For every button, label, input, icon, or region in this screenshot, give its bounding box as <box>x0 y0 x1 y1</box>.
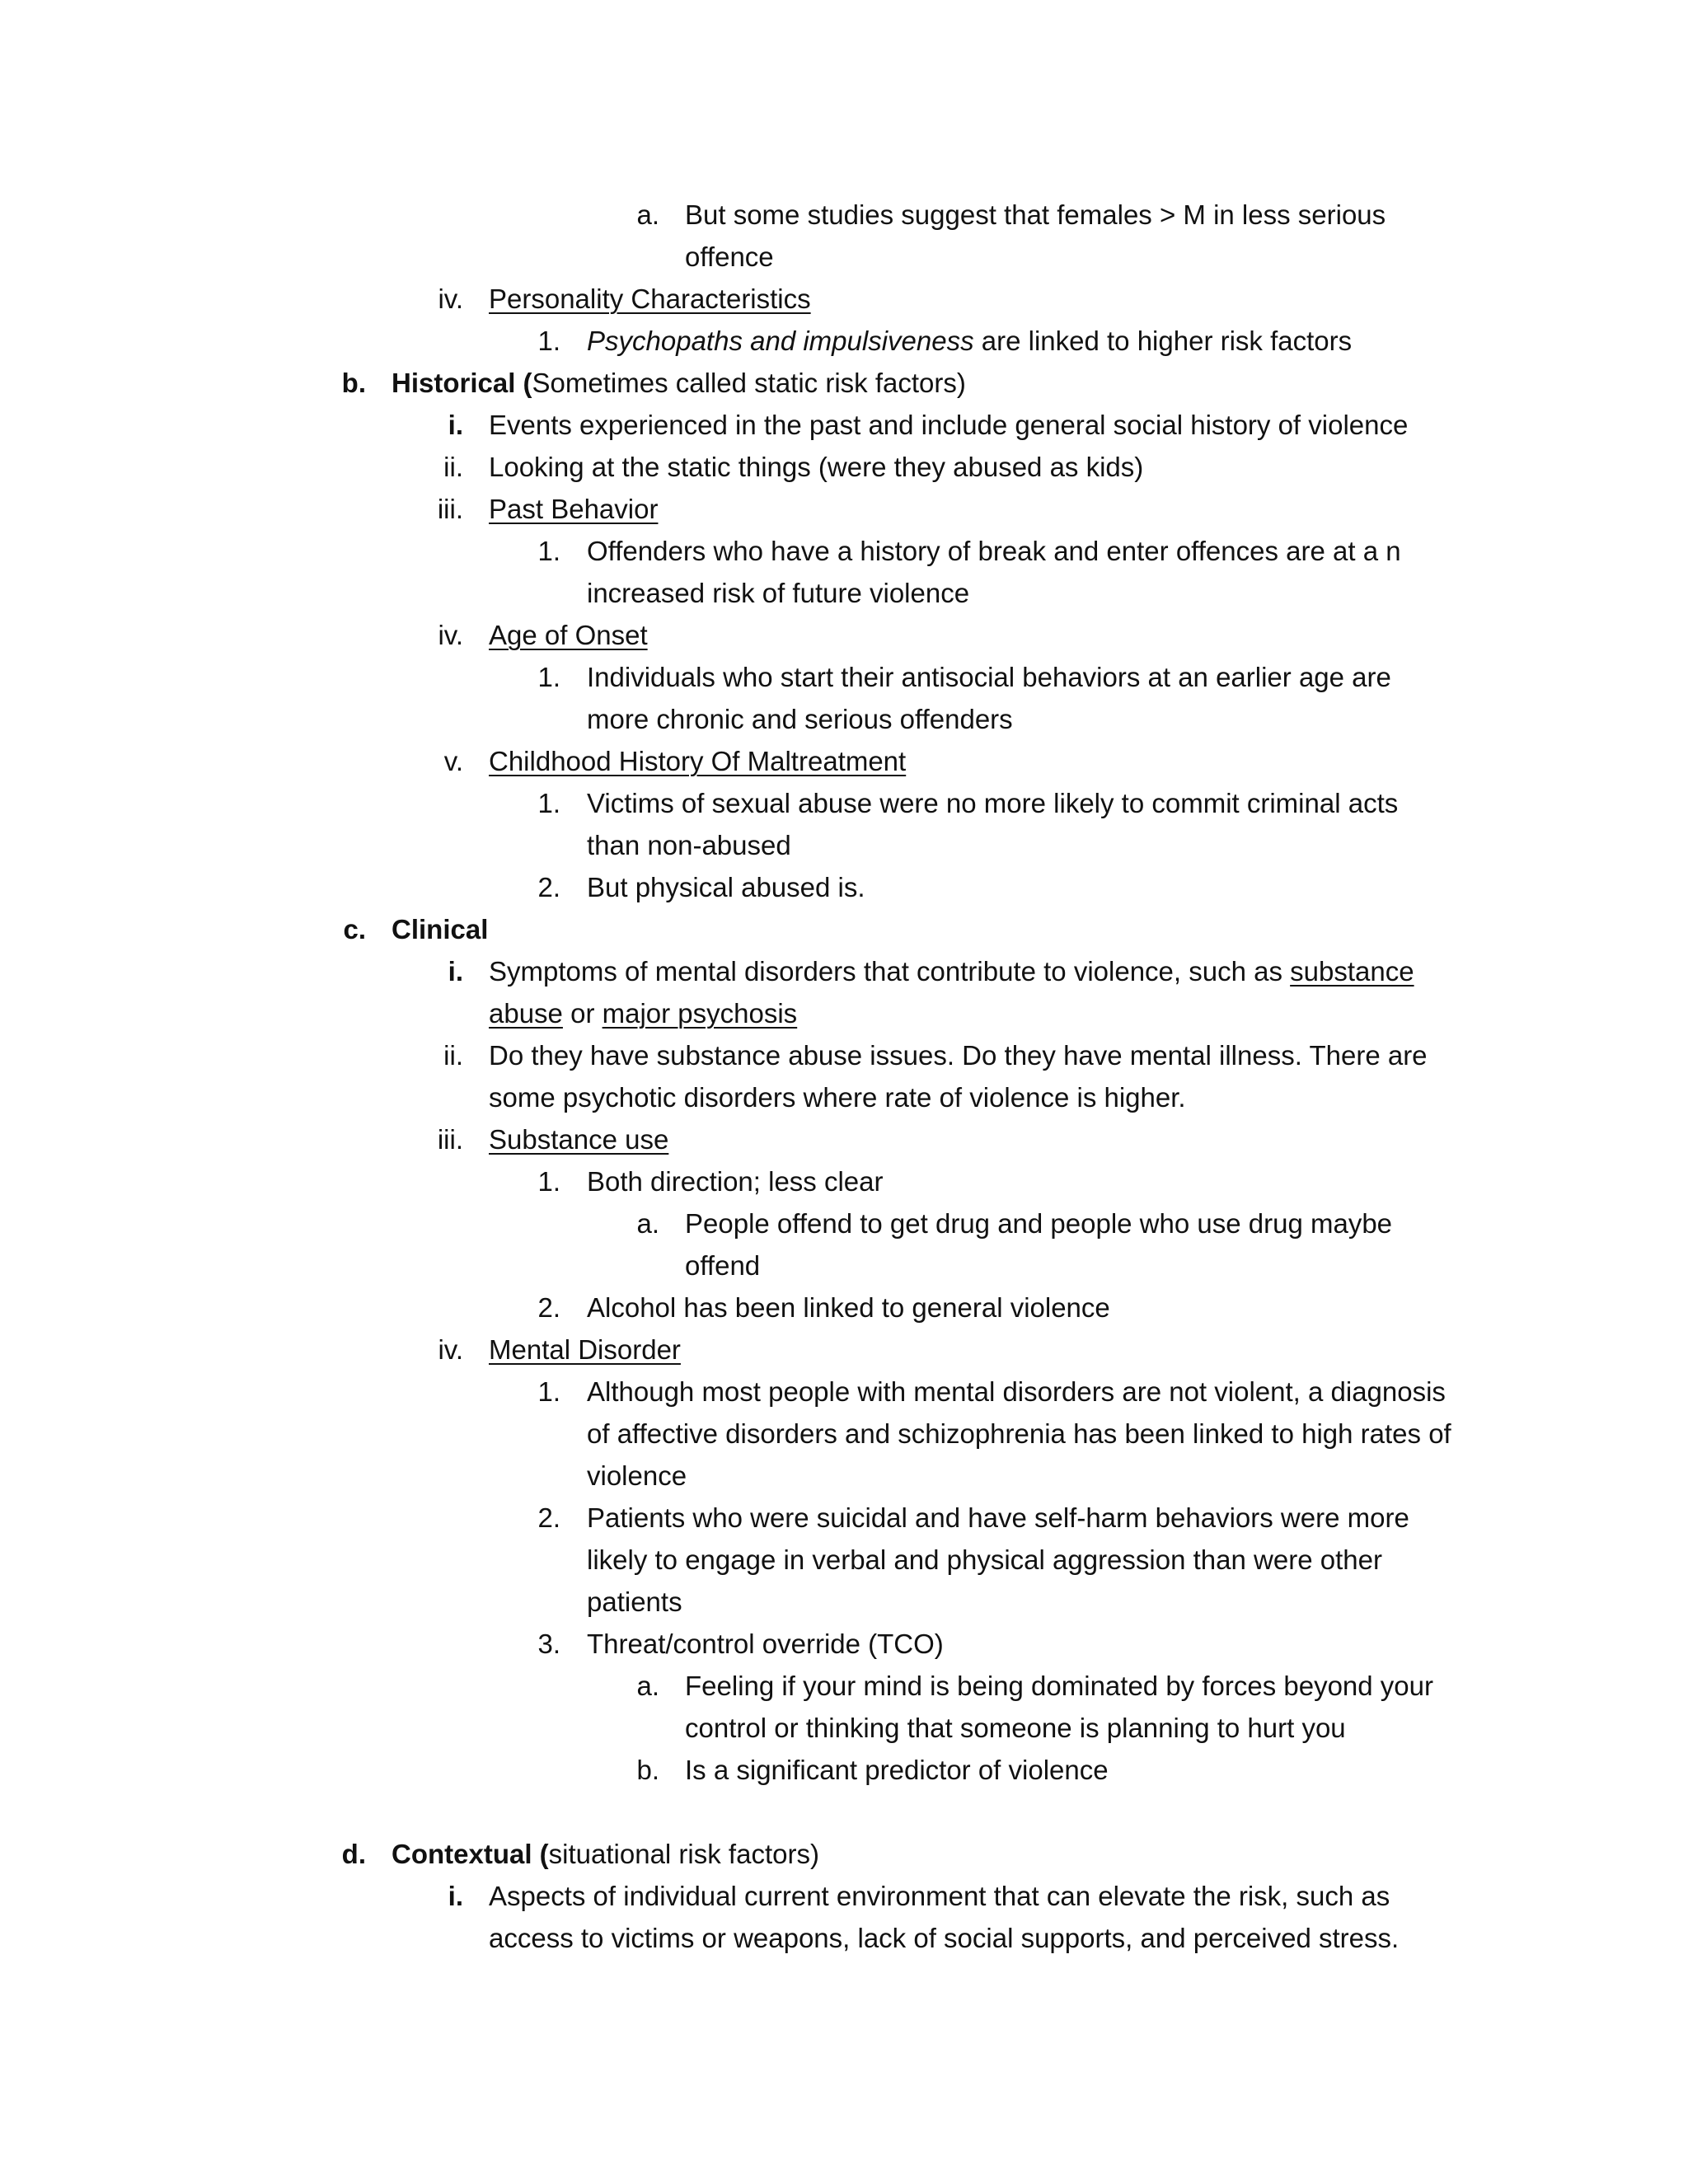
section-heading: Historical (Sometimes called static risk factors) <box>392 368 966 398</box>
line-text: control or thinking that someone is planning to hurt you <box>685 1713 1346 1743</box>
line-text: Events experienced in the past and include general social history of violence <box>489 410 1409 440</box>
list-marker: d. <box>341 1839 366 1869</box>
line-text: Individuals who start their antisocial behaviors at an earlier age are <box>587 662 1391 692</box>
subheading: Age of Onset <box>489 620 648 650</box>
list-marker: 2. <box>537 1292 560 1323</box>
line-text: Threat/control override (TCO) <box>587 1629 944 1659</box>
list-marker: iv. <box>438 1334 463 1365</box>
line-text: Looking at the static things (were they abused as kids) <box>489 452 1144 482</box>
line-text: Feeling if your mind is being dominated by forces beyond your <box>685 1671 1433 1701</box>
list-marker: i. <box>448 410 463 440</box>
line-text: Although most people with mental disorders are not violent, a diagnosis <box>587 1376 1446 1407</box>
line-text: But physical abused is. <box>587 872 865 902</box>
line-text <box>489 1118 668 1160</box>
line-text: Patients who were suicidal and have self-harm behaviors were more <box>587 1502 1409 1533</box>
list-marker: 1. <box>537 662 560 692</box>
line-text: But some studies suggest that females > M in less serious <box>685 199 1386 230</box>
subheading: Childhood History Of Maltreatment <box>489 746 907 776</box>
line-text: Do they have substance abuse issues. Do they have mental illness. There are <box>489 1040 1428 1071</box>
list-marker: ii. <box>443 1040 463 1071</box>
list-marker: c. <box>343 914 366 944</box>
line-text: Is a significant predictor of violence <box>685 1755 1109 1785</box>
line-text: some psychotic disorders where rate of violence is higher. <box>489 1082 1186 1113</box>
list-marker: iv. <box>438 620 463 650</box>
list-marker: b. <box>341 368 366 398</box>
list-marker: 1. <box>537 788 560 818</box>
list-marker: ii. <box>443 452 463 482</box>
list-marker: i. <box>448 956 463 987</box>
line-text: People offend to get drug and people who use drug maybe <box>685 1208 1393 1239</box>
line-text: increased risk of future violence <box>587 578 970 608</box>
list-marker: 2. <box>537 872 560 902</box>
list-marker: 1. <box>537 536 560 566</box>
line-text <box>489 614 648 656</box>
section-heading: Clinical <box>392 914 489 944</box>
list-marker: iii. <box>437 494 463 524</box>
line-text <box>489 740 906 782</box>
line-text: Alcohol has been linked to general violence <box>587 1292 1110 1323</box>
line-text: Both direction; less clear <box>587 1166 884 1197</box>
line-text <box>489 488 658 530</box>
list-marker: b. <box>636 1755 659 1785</box>
line-text: Victims of sexual abuse were no more likely to commit criminal acts <box>587 788 1399 818</box>
subheading: Mental Disorder <box>489 1334 681 1365</box>
list-marker: 2. <box>537 1502 560 1533</box>
list-marker: 1. <box>537 1166 560 1197</box>
line-text: offence <box>685 241 774 272</box>
line-text: access to victims or weapons, lack of social supports, and perceived stress. <box>489 1923 1400 1953</box>
section-heading: Contextual (situational risk factors) <box>392 1839 819 1869</box>
subheading: Substance use <box>489 1124 669 1155</box>
line-text: of affective disorders and schizophrenia has been linked to high rates of <box>587 1418 1451 1449</box>
list-marker: 3. <box>537 1629 560 1659</box>
line-text <box>489 278 811 320</box>
line-text: more chronic and serious offenders <box>587 704 1013 734</box>
line-text: likely to engage in verbal and physical aggression than were other <box>587 1544 1382 1575</box>
list-marker: a. <box>636 1671 659 1701</box>
line-text: Aspects of individual current environment that can elevate the risk, such as <box>489 1881 1390 1911</box>
line-text: Psychopaths and impulsiveness are linked to higher risk factors <box>587 326 1353 356</box>
line-text <box>489 1329 681 1371</box>
list-marker: iv. <box>438 284 463 314</box>
line-text: violence <box>587 1460 687 1491</box>
list-marker: i. <box>448 1881 463 1911</box>
line-text: patients <box>587 1586 682 1617</box>
line-text: Offenders who have a history of break and enter offences are at a n <box>587 536 1401 566</box>
line-text: Symptoms of mental disorders that contribute to violence, such as substance <box>489 956 1414 987</box>
line-text: abuse or major psychosis <box>489 998 798 1029</box>
list-marker: a. <box>636 199 659 230</box>
line-text: offend <box>685 1250 761 1281</box>
subheading: Personality Characteristics <box>489 284 811 314</box>
list-marker: iii. <box>437 1124 463 1155</box>
subheading: Past Behavior <box>489 494 659 524</box>
list-marker: 1. <box>537 1376 560 1407</box>
list-marker: v. <box>443 746 463 776</box>
list-marker: 1. <box>537 326 560 356</box>
list-marker: a. <box>636 1208 659 1239</box>
line-text: than non-abused <box>587 830 791 860</box>
